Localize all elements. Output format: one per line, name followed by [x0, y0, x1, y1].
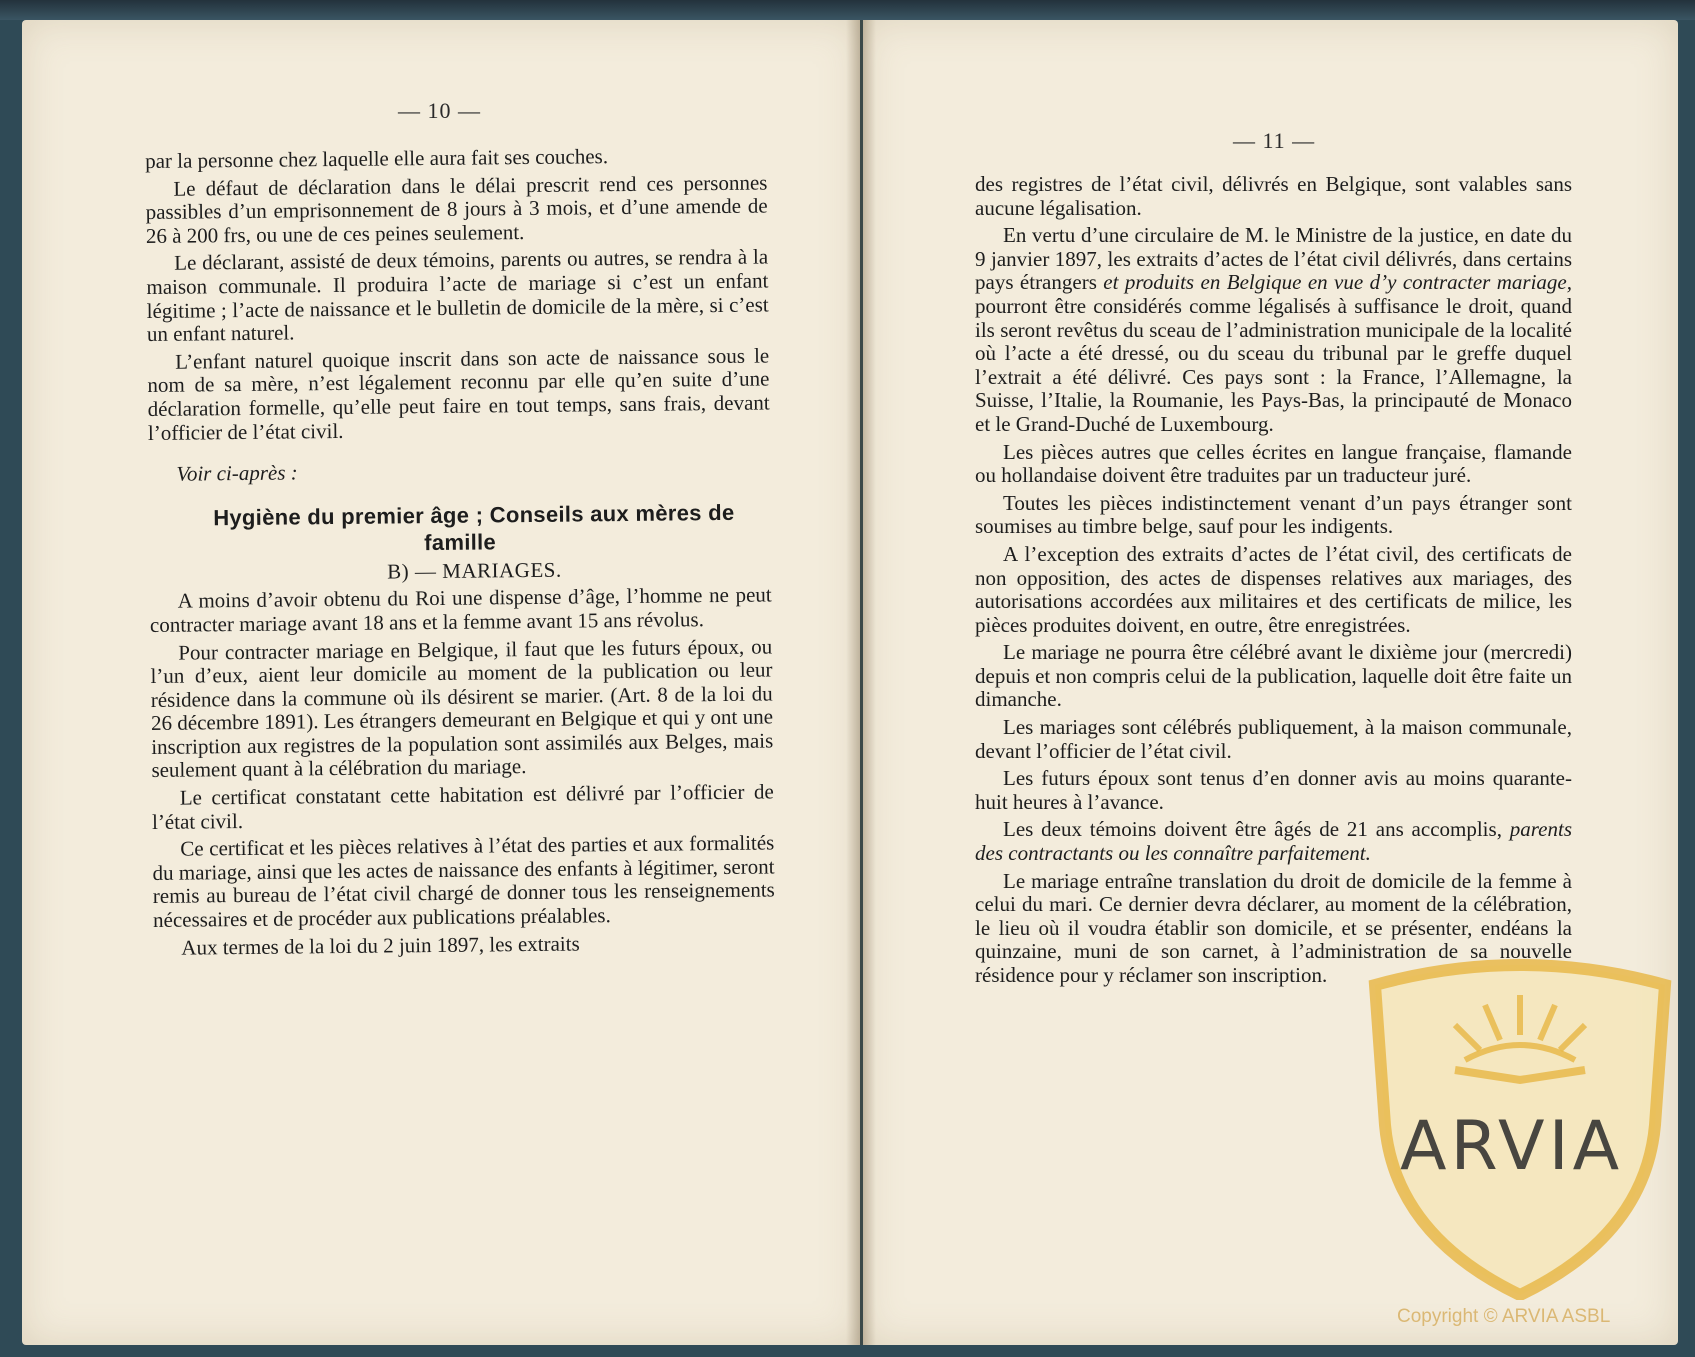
paragraph: Les pièces autres que celles écrites en langue française, flamande ou hollandaise doivent être traduites par un traducteur juré.	[975, 439, 1572, 488]
paragraph: Toutes les pièces indistinctement venant d’un pays étranger sont soumises au timbre belge, sauf pour les indigents.	[975, 490, 1572, 539]
paragraph-text: Les deux témoins doivent être âgés de 21 ans accomplis,	[1003, 817, 1510, 842]
arvia-logo-text: ARVIA	[1400, 1107, 1624, 1186]
paragraph: des registres de l’état civil, délivrés en Belgique, sont valables sans aucune légalisation.	[975, 172, 1572, 220]
left-page	[22, 20, 860, 1345]
section-heading: Hygiène du premier âge ; Conseils aux mères de famille	[213, 499, 735, 555]
italic-text: parents des contractants ou les connaître parfaitement.	[975, 817, 1572, 866]
italic-text: et produits en Belgique en vue d’y contracter mariage,	[1103, 270, 1572, 295]
paragraph: Le déclarant, assisté de deux témoins, parents ou autres, se rendra à la maison communale. Il produira l’acte de mariage si c’est un enfant légitime ; l’acte de naissance et le bulletin de domicile de la mère, si c’est un enfant naturel.	[146, 244, 769, 347]
paragraph	[975, 818, 1572, 865]
paragraph: Le mariage entraîne translation du droit de domicile de la femme à celui du mari. Ce dernier devra déclarer, au moment de la célébration, le lieu où il voudra établir son domicile, et se présenter, endéans la quinzaine, muni de son carnet, à l’administration de sa nouvelle résidence pour y réclamer son inscription.	[975, 868, 1572, 987]
see-below-note: Voir ci-après :	[176, 460, 298, 486]
paragraph: Les mariages sont célébrés publiquement, à la maison communale, devant l’officier de l’état civil.	[975, 715, 1572, 763]
paragraph: Ce certificat et les pièces relatives à l’état des parties et aux formalités du mariage, ainsi que les actes de naissance des enfants à légitimer, seront remis au bureau de l’état civil chargé de donner tous les renseignements nécessaires et de procéder aux publications préalables.	[152, 830, 775, 932]
paragraph: par la personne chez laquelle elle aura fait ses couches.	[144, 144, 609, 173]
right-page-text	[975, 173, 1572, 992]
copyright-notice: Copyright © ARVIA ASBL	[1397, 1306, 1611, 1327]
paragraph: L’enfant naturel quoique inscrit dans son acte de naissance sous le nom de sa mère, n’est légalement reconnu par elle qu’en suite d’une déclaration formelle, qu’elle peut faire en tout temps, sans frais, devant l’officier de l’état civil.	[147, 343, 770, 445]
section-title: B) — MARIAGES.	[387, 557, 562, 584]
paragraph: Le mariage ne pourra être célébré avant le dixième jour (mercredi) depuis et non compris celui de la publication, laquelle doit être faite un dimanche.	[975, 640, 1572, 712]
page-number-left: — 10 —	[398, 98, 481, 123]
paragraph: Le défaut de déclaration dans le délai prescrit rend ces personnes passibles d’un emprisonnement de 8 jours à 3 mois, et d’une amende de 26 à 200 frs, ou une de ces peines seulement.	[145, 170, 768, 248]
paragraph-text: pourront être considérés comme légalisés à suffisance le droit, quand ils seront revêtus du sceau de l’administration municipale de la localité où l’acte a été dressé, ou du sceau du tribunal par le greffe duquel l’extrait a été délivré. Ces pays sont : la France, l’Allemagne, la Suisse, l’Italie, la Roumanie, les Pays-Bas, la principauté de Monaco et le Grand-Duché de Luxembourg.	[975, 293, 1572, 436]
paragraph: Aux termes de la loi du 2 juin 1897, les extraits	[181, 931, 580, 960]
paragraph: A moins d’avoir obtenu du Roi une dispense d’âge, l’homme ne peut contracter mariage avant 18 ans et la femme avant 15 ans révolus.	[149, 582, 772, 637]
book-gutter	[846, 20, 876, 1345]
paragraph: Les futurs époux sont tenus d’en donner avis au moins quarante-huit heures à l’avance.	[975, 766, 1572, 814]
paragraph: Pour contracter mariage en Belgique, il faut que les futurs époux, ou l’un d’eux, aient leur domicile au moment de la publication ou leur résidence dans la commune où ils désirent se marier. (Art. 8 de la loi du 26 décembre 1891). Les étrangers demeurant en Belgique et qui y ont une inscription aux registres de la population sont assimilés aux Belges, mais seulement quant à la célébration du mariage.	[150, 633, 774, 783]
paragraph	[975, 224, 1572, 436]
paragraph: Le certificat constatant cette habitation est délivré par l’officier de l’état civil.	[151, 779, 774, 834]
page-number-right: — 11 —	[1233, 128, 1316, 153]
left-page-text	[145, 143, 775, 964]
paragraph: A l’exception des extraits d’actes de l’état civil, des certificats de non opposition, des actes de dispenses relatives aux mariages, des autorisations accordées aux militaires et des certificats de milice, les pièces produites doivent, en outre, être enregistrées.	[975, 541, 1572, 637]
paragraph-text: En vertu d’une circulaire de M. le Ministre de la justice, en date du 9 janvier 1897, les extraits d’actes de l’état civil délivrés, dans certains pays étrangers	[975, 223, 1572, 295]
cover-edge	[0, 0, 1695, 20]
